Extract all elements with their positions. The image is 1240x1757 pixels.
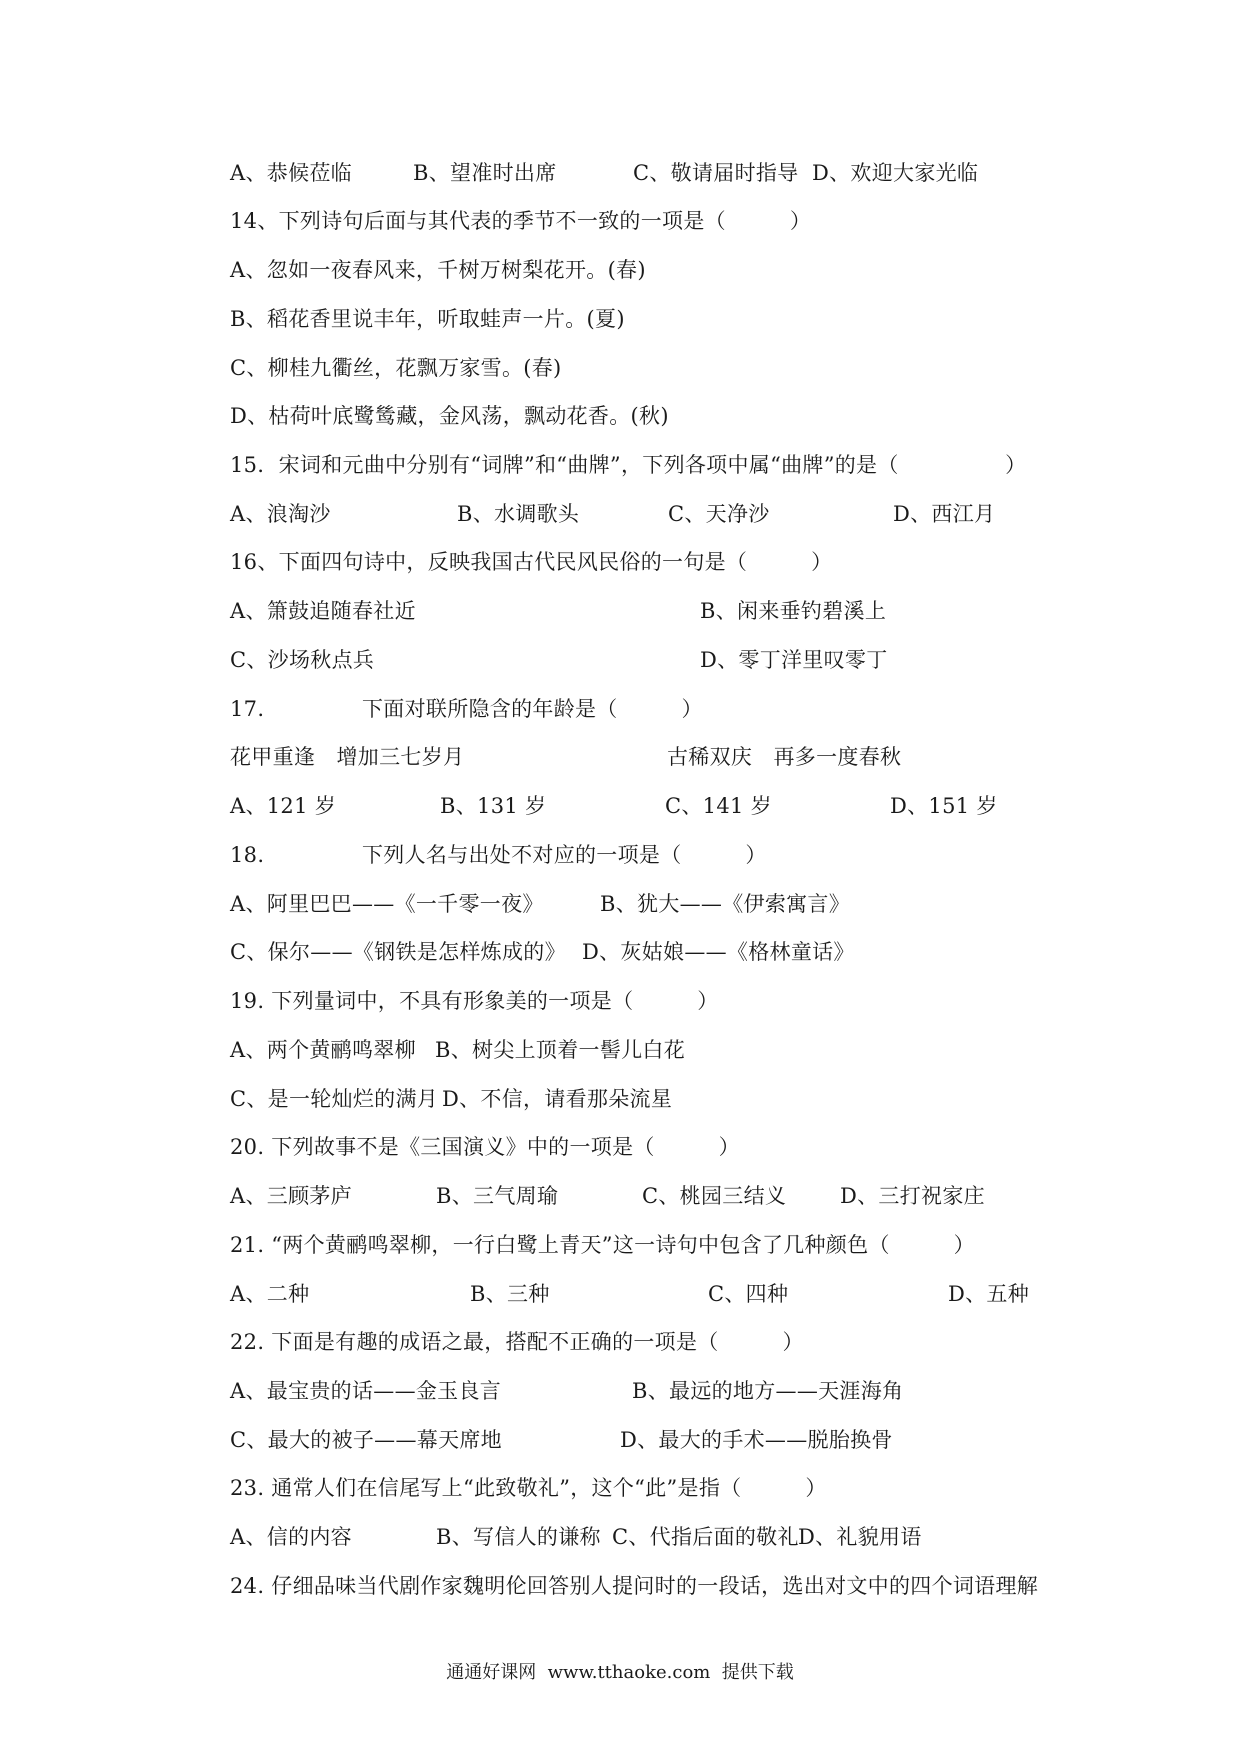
q14-option-c: C、柳桂九衢丝，花飘万家雪。(春) — [230, 356, 562, 380]
q17-option-d: D、151 岁 — [890, 794, 998, 818]
q18-option-d: D、灰姑娘——《格林童话》 — [582, 940, 855, 964]
q21-option-b: B、三种 — [470, 1282, 550, 1306]
q23-option-b: B、写信人的谦称 — [436, 1525, 601, 1549]
q14-stem: 14、下列诗句后面与其代表的季节不一致的一项是（ ） — [230, 209, 812, 233]
q24-stem: 24. 仔细品味当代剧作家魏明伦回答别人提问时的一段话，选出对文中的四个词语理解 — [230, 1574, 1039, 1598]
q18-option-b: B、犹大——《伊索寓言》 — [600, 892, 851, 916]
q20-stem: 20. 下列故事不是《三国演义》中的一项是（ ） — [230, 1135, 740, 1159]
q21-stem: 21. “两个黄鹂鸣翠柳，一行白鹭上青天”这一诗句中包含了几种颜色（ ） — [230, 1233, 975, 1257]
q20-option-c: C、桃园三结义 — [642, 1184, 787, 1208]
q15-options-row — [230, 494, 996, 534]
q21-option-c: C、四种 — [708, 1282, 789, 1306]
q18-options-row-1 — [230, 884, 851, 924]
q19-stem: 19. 下列量词中，不具有形象美的一项是（ ） — [230, 989, 719, 1013]
q19-option-c: C、是一轮灿烂的满月 — [230, 1087, 439, 1111]
q23-options-row — [230, 1517, 922, 1557]
q16-options-row-1 — [230, 591, 887, 631]
q16-stem: 16、下面四句诗中，反映我国古代民风民俗的一句是（ ） — [230, 550, 833, 574]
q22-options-row-2 — [230, 1420, 893, 1460]
q23-option-d: D、礼貌用语 — [798, 1525, 922, 1549]
q19-option-a: A、两个黄鹂鸣翠柳 — [230, 1038, 416, 1062]
q20-option-d: D、三打祝家庄 — [840, 1184, 985, 1208]
q15-option-b: B、水调歌头 — [457, 502, 580, 526]
q13-option-b: B、望准时出席 — [413, 161, 557, 185]
q13-option-c: C、敬请届时指导 — [633, 161, 799, 185]
q23-stem: 23. 通常人们在信尾写上“此致敬礼”，这个“此”是指（ ） — [230, 1476, 827, 1500]
q16-option-d: D、零丁洋里叹零丁 — [700, 648, 888, 672]
q21-option-a: A、二种 — [230, 1282, 310, 1306]
q17-stem-row — [230, 689, 703, 729]
q17-number: 17. — [230, 697, 265, 721]
q17-couplet-row — [230, 737, 902, 777]
q18-stem-row — [230, 835, 767, 875]
q14-option-d: D、枯荷叶底鹭鸶藏，金风荡，飘动花香。(秋) — [230, 404, 669, 428]
q13-option-d: D、欢迎大家光临 — [812, 161, 979, 185]
q17-couplet-left: 花甲重逢 增加三七岁月 — [230, 745, 465, 769]
q17-stem: 下面对联所隐含的年龄是（ ） — [362, 697, 703, 721]
q15-stem: 15．宋词和元曲中分别有“词牌”和“曲牌”，下列各项中属“曲牌”的是（ ） — [230, 453, 1027, 477]
q18-option-a: A、阿里巴巴——《一千零一夜》 — [230, 892, 544, 916]
q13-options-row — [230, 153, 979, 193]
q21-option-d: D、五种 — [948, 1282, 1030, 1306]
q19-options-row-2 — [230, 1079, 673, 1119]
q17-option-b: B、131 岁 — [440, 794, 547, 818]
q18-options-row-2 — [230, 932, 855, 972]
q17-options-row — [230, 786, 998, 826]
q20-option-b: B、三气周瑜 — [436, 1184, 559, 1208]
q19-option-d: D、不信，请看那朵流星 — [442, 1087, 673, 1111]
q14-option-b: B、稻花香里说丰年，听取蛙声一片。(夏) — [230, 307, 625, 331]
q22-option-a: A、最宝贵的话——金玉良言 — [230, 1379, 502, 1403]
q18-option-c: C、保尔——《钢铁是怎样炼成的》 — [230, 940, 566, 964]
q16-option-b: B、闲来垂钓碧溪上 — [700, 599, 887, 623]
q21-options-row — [230, 1274, 1030, 1314]
q18-number: 18. — [230, 843, 265, 867]
page-footer: 通通好课网 www.tthaoke.com 提供下载 — [446, 1662, 794, 1683]
q14-option-a: A、忽如一夜春风来，千树万树梨花开。(春) — [230, 258, 646, 282]
q23-option-c: C、代指后面的敬礼 — [612, 1525, 799, 1549]
q13-option-a: A、恭候莅临 — [230, 161, 352, 185]
q16-option-c: C、沙场秋点兵 — [230, 648, 375, 672]
q17-option-a: A、121 岁 — [230, 794, 337, 818]
q22-option-d: D、最大的手术——脱胎换骨 — [620, 1428, 893, 1452]
q23-option-a: A、信的内容 — [230, 1525, 352, 1549]
q20-options-row — [230, 1176, 985, 1216]
q20-option-a: A、三顾茅庐 — [230, 1184, 352, 1208]
q15-option-a: A、浪淘沙 — [230, 502, 331, 526]
q18-stem: 下列人名与出处不对应的一项是（ ） — [362, 843, 767, 867]
q15-option-c: C、天净沙 — [668, 502, 770, 526]
q22-option-b: B、最远的地方——天涯海角 — [632, 1379, 904, 1403]
q19-options-row-1 — [230, 1030, 686, 1070]
q17-couplet-right: 古稀双庆 再多一度春秋 — [667, 745, 902, 769]
q16-option-a: A、箫鼓追随春社近 — [230, 599, 416, 623]
q16-options-row-2 — [230, 640, 888, 680]
q17-option-c: C、141 岁 — [665, 794, 772, 818]
q19-option-b: B、树尖上顶着一髻儿白花 — [435, 1038, 686, 1062]
q22-options-row-1 — [230, 1371, 904, 1411]
q15-option-d: D、西江月 — [893, 502, 996, 526]
q22-option-c: C、最大的被子——幕天席地 — [230, 1428, 502, 1452]
q22-stem: 22. 下面是有趣的成语之最，搭配不正确的一项是（ ） — [230, 1330, 804, 1354]
